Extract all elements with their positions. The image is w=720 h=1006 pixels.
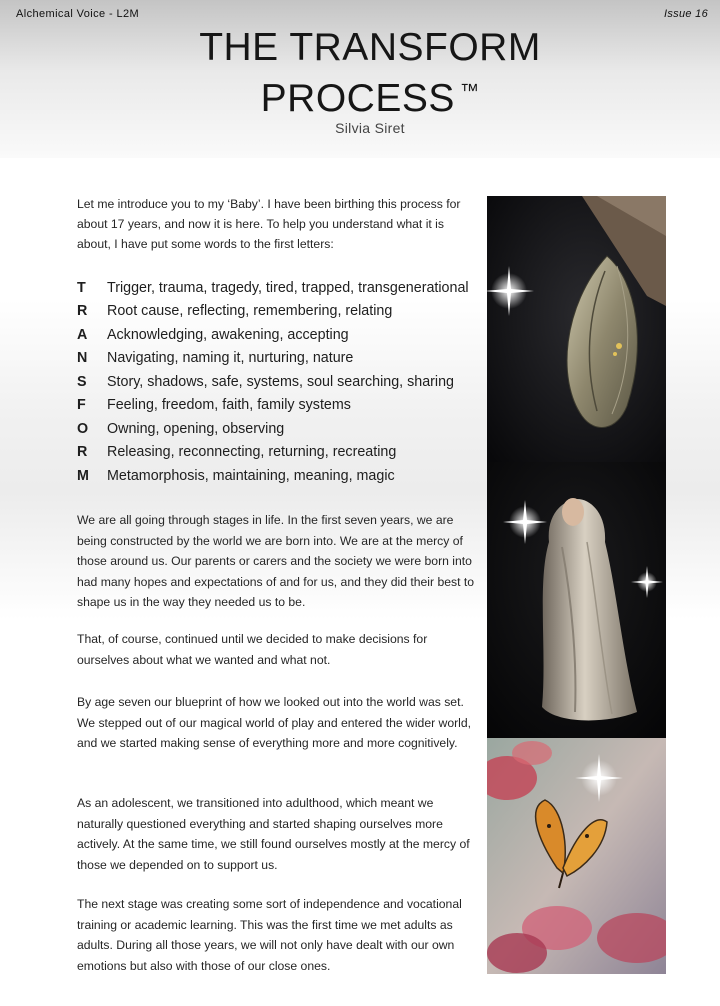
acronym-item xyxy=(77,276,487,300)
wrapped-figure-image xyxy=(487,462,666,738)
issue-number: Issue 16 xyxy=(664,8,708,20)
butterfly-on-flower-photo xyxy=(487,738,666,974)
acronym-letter: M xyxy=(77,467,89,484)
acronym-words: Root cause, reflecting, remembering, relating xyxy=(107,303,393,320)
paragraph-text: By age seven our blueprint of how we looked out into the world was set. We stepped out of our magical world of play and entered the wider world, and we started making sense of everything more and more cognitively. xyxy=(77,695,472,751)
body-paragraph xyxy=(77,793,477,875)
acronym-item xyxy=(77,441,487,465)
acronym-words: Releasing, reconnecting, returning, recreating xyxy=(107,444,397,461)
body-paragraph xyxy=(77,692,477,754)
acronym-item xyxy=(77,464,487,488)
chrysalis-image xyxy=(487,196,666,462)
acronym-words: Feeling, freedom, faith, family systems xyxy=(107,397,351,414)
chrysalis-photo xyxy=(487,196,666,462)
publication-name: Alchemical Voice - L2M xyxy=(16,8,140,20)
title-line-1: THE TRANSFORM xyxy=(199,26,541,69)
paragraph-text: We are all going through stages in life. In the first seven years, we are being constructed by the world we are born into. We are at the mercy of those around us. Our parents or carers and the society we were born into had many hopes and expectations of and for us, and they did their best to shape us in the way they needed us to be. xyxy=(77,513,475,610)
paragraph-text: That, of course, continued until we decided to make decisions for ourselves about what we wanted and what not. xyxy=(77,632,428,667)
acronym-letter: N xyxy=(77,350,88,367)
title-line-2 xyxy=(0,70,720,121)
acronym-letter: O xyxy=(77,420,89,437)
acronym-words: Owning, opening, observing xyxy=(107,420,285,437)
body-paragraph xyxy=(77,629,477,670)
acronym-letter: F xyxy=(77,397,86,414)
paragraph-text: As an adolescent, we transitioned into adulthood, which meant we naturally questioned everything and started shaping ourselves more actively. At the same time, we still found ourselves mostly at the mercy of those we depended on to support us. xyxy=(77,796,470,872)
acronym-list xyxy=(77,276,487,488)
paragraph-text: The next stage was creating some sort of independence and vocational training or academic learning. This was the first time we met adults as adults. During all those years, we will not only have dealt with our own emotions but also with those of our close ones. xyxy=(77,897,462,973)
wrapped-figure-photo xyxy=(487,462,666,738)
acronym-item xyxy=(77,370,487,394)
acronym-words: Navigating, naming it, nurturing, nature xyxy=(107,350,354,367)
acronym-item xyxy=(77,394,487,418)
acronym-letter: R xyxy=(77,303,88,320)
trademark-symbol: ™ xyxy=(459,81,480,102)
acronym-letter: T xyxy=(77,279,86,296)
body-paragraph xyxy=(77,894,477,976)
acronym-letter: S xyxy=(77,373,87,390)
acronym-item xyxy=(77,347,487,371)
acronym-words: Trigger, trauma, tragedy, tired, trapped, transgenerational xyxy=(107,279,469,296)
acronym-item xyxy=(77,300,487,324)
acronym-words: Metamorphosis, maintaining, meaning, magic xyxy=(107,467,395,484)
acronym-item xyxy=(77,417,487,441)
acronym-letter: R xyxy=(77,444,88,461)
acronym-item xyxy=(77,323,487,347)
acronym-words: Story, shadows, safe, systems, soul searching, sharing xyxy=(107,373,454,390)
page-title xyxy=(0,26,720,121)
author-name: Silvia Siret xyxy=(335,120,405,136)
title-line-2-text: PROCESS xyxy=(260,77,455,120)
intro-paragraph: Let me introduce you to my ‘Baby’. I have been birthing this process for about 17 years, and now it is here. To help you understand what it is about, I have put some words to the first letters: xyxy=(77,197,461,251)
acronym-letter: A xyxy=(77,326,88,343)
butterfly-image xyxy=(487,738,666,974)
acronym-words: Acknowledging, awakening, accepting xyxy=(107,326,349,343)
body-paragraph xyxy=(77,510,477,613)
